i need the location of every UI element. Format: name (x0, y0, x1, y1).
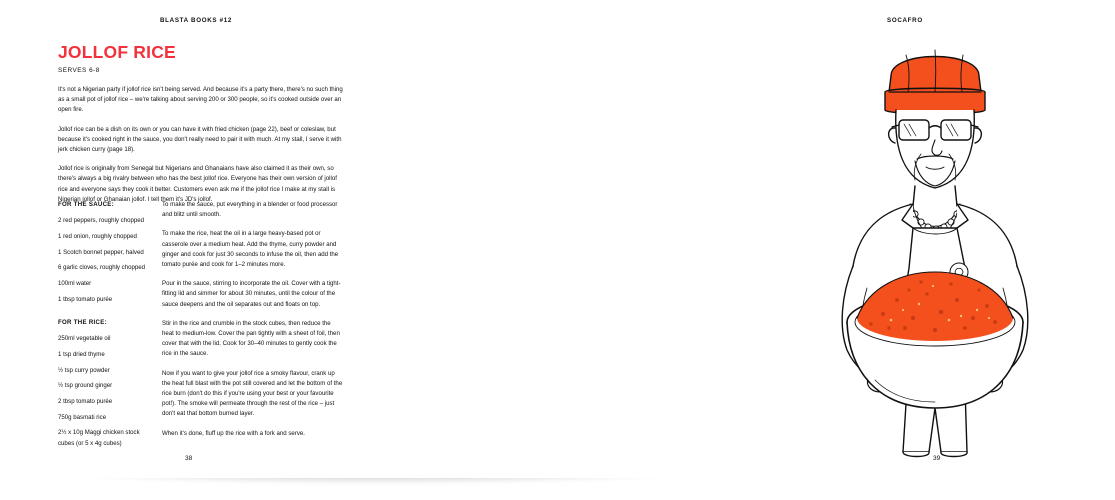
method-step: To make the rice, heat the oil in a large heavy-based pot or casserole over a medium heat. Add the thyme, curry powder and ginger and cook for just 30 seconds to infuse the oil, then add the tomato purée and cook for 1–2 minutes more. (162, 230, 339, 269)
sauce-ingredients-list (58, 216, 154, 305)
list-item: 1 Scotch bonnet pepper, halved (58, 248, 144, 256)
right-page (375, 0, 941, 478)
intro-paragraph: Jollof rice is originally from Senegal but Nigerians and Ghanaians have also claimed it as their own, so there's always a big rivalry between who has the best jollof rice. Everyone has their own version of jollof rice and everyone says they cook it better. Customers even ask me if the jollof rice I make at my stall is Nigerian jollof or Ghanaian jollof. I tell them it's JD's jollof. (58, 165, 337, 203)
list-item: ½ tsp ground ginger (58, 382, 113, 390)
list-item: 1 tbsp tomato purée (58, 295, 113, 303)
jollof-illustration (763, 28, 1115, 468)
sauce-heading: FOR THE SAUCE: (58, 201, 114, 208)
left-page (0, 0, 375, 478)
ingredients-column (58, 200, 154, 454)
list-item: 6 garlic cloves, roughly chopped (58, 264, 146, 272)
illustration-svg (763, 28, 1115, 468)
list-item: 250ml vegetable oil (58, 335, 111, 343)
serves-label: SERVES 6-8 (58, 67, 100, 74)
method-step: Now if you want to give your jollof rice a smoky flavour, crank up the heat full blast with the pot still covered and let the bottom of the rice burn (don't do this if you're using your best or your favourite pot!). The smoke will permeate through the rest of the rice – just don't eat that bottom burned layer. (162, 369, 343, 418)
running-head-right: SOCAFRO (887, 17, 923, 24)
page-number-right: 39 (933, 455, 941, 462)
rice-heading: FOR THE RICE: (58, 318, 107, 326)
intro-paragraph: Jollof rice can be a dish on its own or you can have it with fried chicken (page 22), beef or coleslaw, but because it's cooked right in the sauce, you don't really need to pair it with much. At my stall, I serve it with jerk chicken curry (page 18). (58, 125, 342, 154)
page-title: JOLLOF RICE (58, 42, 176, 62)
method-step: When it's done, fluff up the rice with a fork and serve. (162, 429, 305, 437)
list-item: 2½ x 10g Maggi chicken stock cubes (or 5 x 4g cubes) (58, 429, 140, 447)
method-step: Stir in the rice and crumble in the stock cubes, then reduce the heat to medium-low. Cover the pan tightly with a sheet of foil, then cover that with the lid. Cook for 30–40 minutes to gently cook the rice in the sauce. (162, 319, 340, 358)
intro-text (58, 85, 344, 205)
list-item: 2 tbsp tomato purée (58, 397, 113, 405)
rice-ingredients-list (58, 334, 154, 449)
list-item: 2 red peppers, roughly chopped (58, 217, 145, 225)
list-item: ½ tsp curry powder (58, 366, 110, 374)
page-number-left: 38 (185, 455, 193, 462)
list-item: 750g basmati rice (58, 413, 107, 421)
running-head-left: BLASTA BOOKS #12 (160, 17, 233, 24)
list-item: 1 red onion, roughly chopped (58, 232, 137, 240)
list-item: 1 tsp dried thyme (58, 350, 105, 358)
method-step: To make the sauce, put everything in a blender or food processor and blitz until smooth. (162, 201, 338, 219)
method-column (162, 200, 344, 448)
list-item: 100ml water (58, 280, 92, 288)
intro-paragraph: It's not a Nigerian party if jollof rice isn't being served. And because it's a party there, there's no such thing as a small pot of jollof rice – we're talking about serving 200 or 300 people, so it's cooked outside over an open fire. (58, 86, 343, 114)
method-step: Pour in the sauce, stirring to incorporate the oil. Cover with a tight-fitting lid and simmer for about 30 minutes, until the colour of the sauce deepens and the oil separates out and floats on top. (162, 280, 341, 308)
